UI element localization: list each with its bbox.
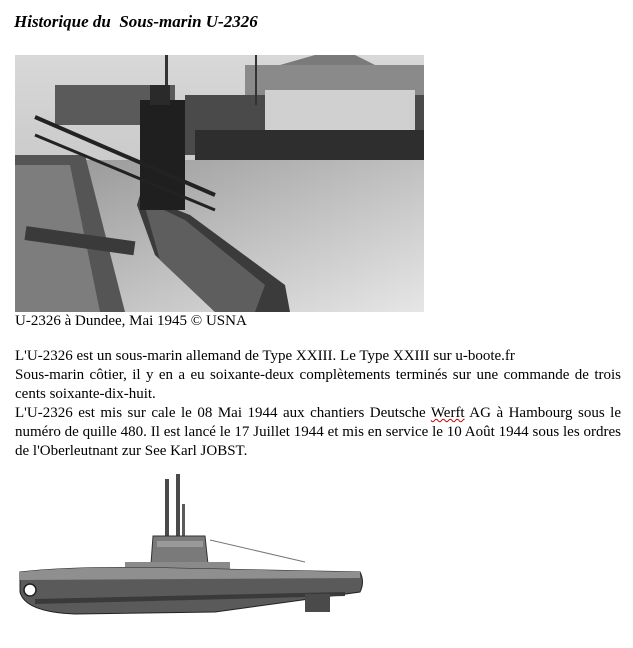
paragraph-history-start: L'U-2326 est mis sur cale le 08 Mai 1944 aux chantiers Deutsche xyxy=(15,405,431,421)
paragraph-history-end: AG à Hambourg sous le numéro de quille 480. Il est lancé le 17 Juillet 1944 et mis en service le 10 Août 1944 sous les ordres de l'Oberleutnant zur See Karl JOBST. xyxy=(15,405,621,459)
submarine-profile-drawing xyxy=(15,474,365,624)
paragraph-type: L'U-2326 est un sous-marin allemand de Type XXIII. Le Type XXIII sur u-boote.fr xyxy=(15,348,515,364)
history-text xyxy=(15,347,621,461)
submarine-photo xyxy=(15,55,424,312)
page-title: Historique du Sous-marin U-2326 xyxy=(14,12,258,31)
spellcheck-word: Werft xyxy=(430,405,465,421)
photo-caption: U-2326 à Dundee, Mai 1945 © USNA xyxy=(15,313,247,329)
paragraph-history xyxy=(15,404,621,461)
paragraph-production: Sous-marin côtier, il y en a eu soixante-deux complètements terminés sur une commande de trois cents soixante-dix-huit. xyxy=(15,367,621,402)
